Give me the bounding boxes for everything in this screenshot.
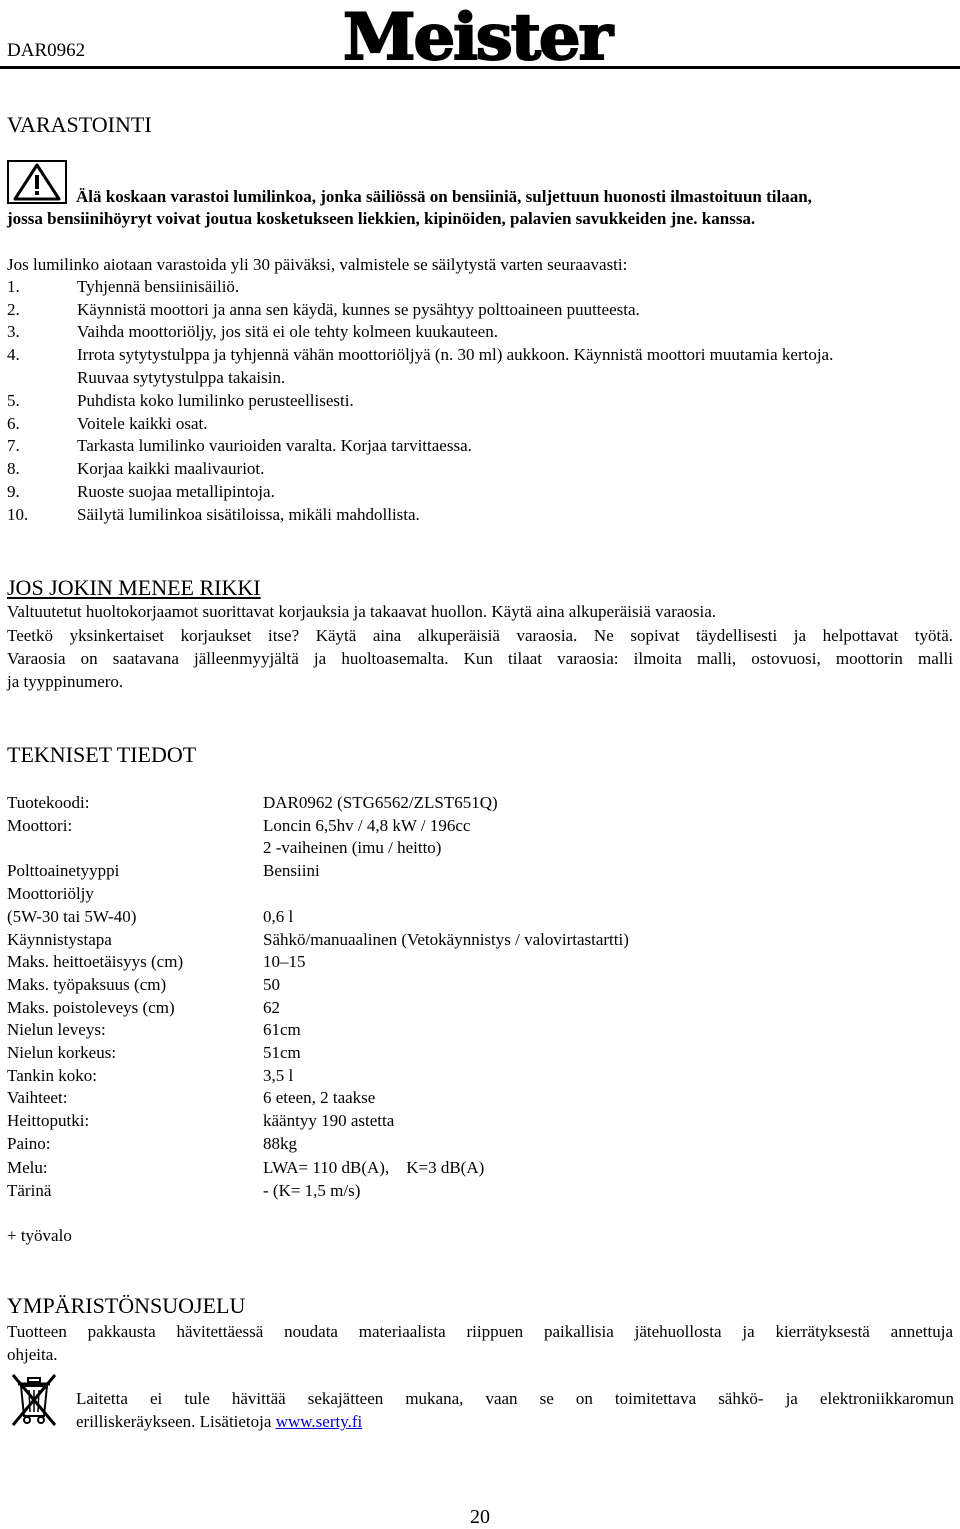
step-text: Säilytä lumilinkoa sisätiloissa, mikäli mahdollista. [77,505,420,524]
spec-value: Sähkö/manuaalinen (Vetokäynnistys / valovirtastartti) [263,930,629,949]
weee-text: erilliskeräykseen. Lisätietoja [76,1412,272,1431]
spec-value: 10–15 [263,952,306,971]
header-divider [0,66,960,69]
storage-heading: VARASTOINTI [7,112,152,137]
specs-heading: TEKNISET TIEDOT [7,742,197,767]
spec-label: Tankin koko: [7,1066,97,1085]
repair-text-line3: Varaosia on saatavana jälleenmyyjältä ja huoltoasemalta. Kun tilaat varaosia: ilmoita malli, ostovuosi, moottorin malli [7,649,953,668]
spec-label: Tuotekoodi: [7,793,90,812]
spec-value: 2 -vaiheinen (imu / heitto) [263,838,442,857]
spec-label: Maks. poistoleveys (cm) [7,998,175,1017]
spec-label: Nielun korkeus: [7,1043,117,1062]
step-text: Vaihda moottoriöljy, jos sitä ei ole tehty kolmeen kuukauteen. [77,322,498,341]
spec-label: Moottori: [7,816,73,835]
step-text: Ruoste suojaa metallipintoja. [77,482,275,501]
warning-text-line1: Älä koskaan varastoi lumilinkoa, jonka säiliössä on bensiiniä, suljettuun huonosti ilmastoituun tilaan, [76,187,812,206]
spec-label: Vaihteet: [7,1088,68,1107]
step-number: 7. [7,436,20,455]
step-text: Puhdista koko lumilinko perusteellisesti. [77,391,354,410]
spec-value: 0,6 l [263,907,294,926]
step-text: Korjaa kaikki maalivauriot. [77,459,265,478]
page-number: 20 [470,1506,490,1528]
step-text: Tyhjennä bensiinisäiliö. [77,277,240,296]
spec-value: 61cm [263,1020,301,1039]
step-text: Irrota sytytystulppa ja tyhjennä vähän moottoriöljyä (n. 30 ml) aukkoon. Käynnistä moottori muutamia kertoja. [77,345,834,364]
spec-value: LWA= 110 dB(A), K=3 dB(A) [263,1158,485,1177]
step-number: 8. [7,459,20,478]
spec-value: - (K= 1,5 m/s) [263,1181,361,1200]
meister-logo [340,4,615,66]
spec-label: Käynnistystapa [7,930,112,949]
spec-value: Loncin 6,5hv / 4,8 kW / 196cc [263,816,471,835]
spec-value: DAR0962 (STG6562/ZLST651Q) [263,793,498,812]
repair-text-line1: Valtuutetut huoltokorjaamot suorittavat korjauksia ja takaavat huollon. Käytä aina alkuperäisiä varaosia. [7,602,717,621]
specs-footnote: + työvalo [7,1226,72,1245]
spec-label: Tärinä [7,1181,52,1200]
spec-value: 6 eteen, 2 taakse [263,1088,376,1107]
spec-value: 62 [263,998,280,1017]
spec-value: 51cm [263,1043,301,1062]
spec-label: (5W-30 tai 5W-40) [7,907,137,926]
spec-value: 50 [263,975,280,994]
svg-text:Meister: Meister [343,4,615,66]
step-text: Tarkasta lumilinko vaurioiden varalta. Korjaa tarvittaessa. [77,436,472,455]
weee-text-line2 [76,1412,362,1432]
spec-label: Maks. työpaksuus (cm) [7,975,167,994]
step-number: 4. [7,345,20,364]
environment-text-line1: Tuotteen pakkausta hävitettäessä noudata materiaalista riippuen paikallisia jätehuollosta ja kierrätyksestä annettuja [7,1322,953,1341]
spec-label: Polttoainetyyppi [7,861,120,880]
spec-value: 88kg [263,1134,297,1153]
step-text: Käynnistä moottori ja anna sen käydä, kunnes se pysähtyy polttoaineen puutteesta. [77,300,640,319]
repair-text-line2: Teetkö yksinkertaiset korjaukset itse? Käytä aina alkuperäisiä varaosia. Ne sopivat täydellisesti ja helpottavat työtä. [7,626,953,645]
serty-link[interactable]: www.serty.fi [275,1412,363,1431]
spec-label: Maks. heittoetäisyys (cm) [7,952,184,971]
environment-text-line2: ohjeita. [7,1345,58,1364]
repair-heading: JOS JOKIN MENEE RIKKI [7,575,261,600]
spec-label: Paino: [7,1134,51,1153]
environment-heading: YMPÄRISTÖNSUOJELU [7,1293,246,1318]
spec-value: kääntyy 190 astetta [263,1111,395,1130]
step-number: 2. [7,300,20,319]
spec-label: Melu: [7,1158,48,1177]
storage-intro: Jos lumilinko aiotaan varastoida yli 30 päiväksi, valmistele se säilytystä varten seuraavasti: [7,255,628,274]
spec-value: Bensiini [263,861,320,880]
repair-text-line4: ja tyyppinumero. [7,672,124,691]
step-number: 6. [7,414,20,433]
step-number: 3. [7,322,20,341]
spec-label: Nielun leveys: [7,1020,106,1039]
warning-text-line2: jossa bensiinihöyryt voivat joutua kosketukseen liekkien, kipinöiden, palavien savukkeiden jne. kanssa. [7,209,756,228]
spec-label: Heittoputki: [7,1111,90,1130]
document-code: DAR0962 [7,40,86,61]
step-number: 9. [7,482,20,501]
step-text: Voitele kaikki osat. [77,414,208,433]
warning-icon [7,160,67,204]
crossed-out-bin-icon [10,1372,58,1428]
weee-text-line1: Laitetta ei tule hävittää sekajätteen mukana, vaan se on toimitettava sähkö- ja elektroniikkaromun [76,1389,954,1408]
step-text-continued: Ruuvaa sytytystulppa takaisin. [77,368,286,387]
step-number: 1. [7,277,20,296]
step-number: 5. [7,391,20,410]
spec-label: Moottoriöljy [7,884,94,903]
step-number: 10. [7,505,29,524]
spec-value: 3,5 l [263,1066,294,1085]
